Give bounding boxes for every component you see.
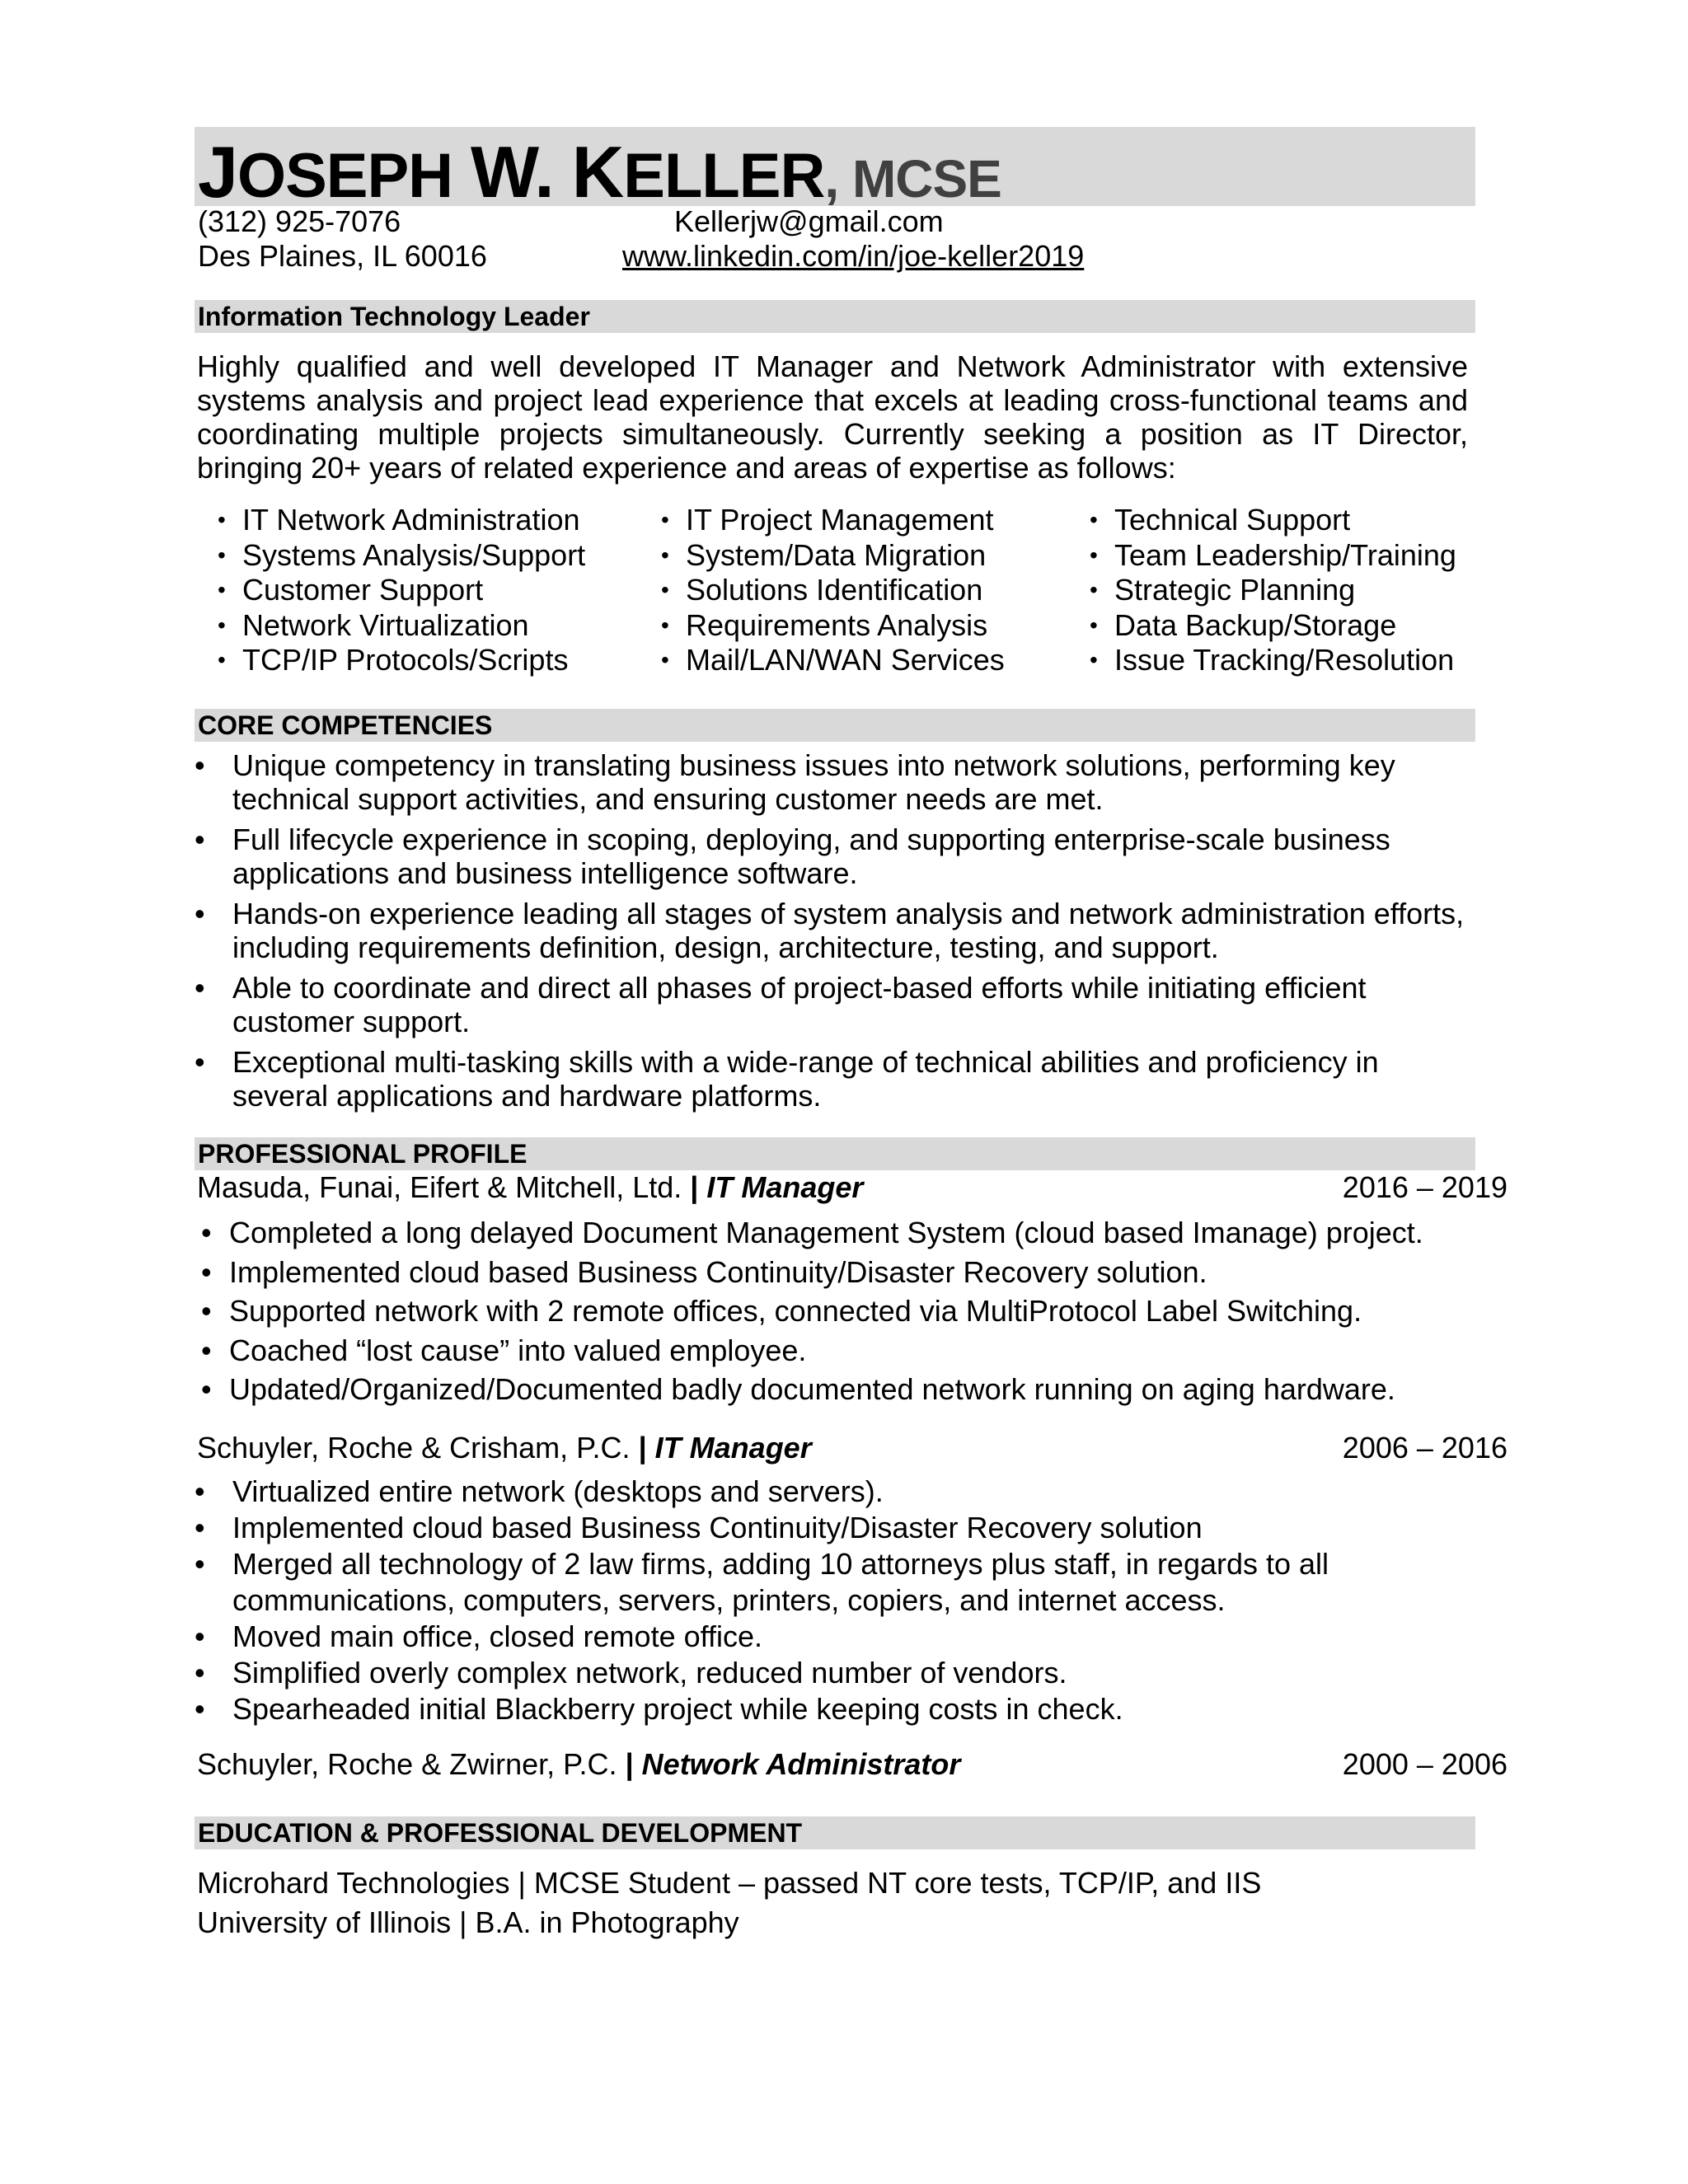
location: Des Plaines, IL 60016 bbox=[198, 239, 487, 273]
job-duties-list bbox=[195, 1474, 1373, 1727]
email-address[interactable]: Kellerjw@gmail.com bbox=[674, 204, 944, 238]
core-heading: CORE COMPETENCIES bbox=[198, 710, 493, 740]
bullet-icon: • bbox=[1090, 541, 1098, 568]
name-last-rest: ELLER bbox=[623, 141, 825, 211]
separator: | bbox=[625, 1747, 634, 1781]
list-item: • Full lifecycle experience in scoping, deploying, and supporting enterprise-scale business applications and business intelligence software. bbox=[195, 823, 1390, 890]
job-title-line bbox=[197, 1747, 960, 1782]
list-item: • Simplified overly complex network, reduced number of vendors. bbox=[195, 1656, 1067, 1690]
company-name: Schuyler, Roche & Zwirner, P.C. bbox=[197, 1747, 617, 1781]
list-item: • Moved main office, closed remote office. bbox=[195, 1619, 762, 1653]
skill-item: • Solutions Identification bbox=[661, 573, 983, 607]
bullet-icon: • bbox=[661, 577, 669, 602]
job-title-line bbox=[197, 1431, 812, 1465]
skills-column-2 bbox=[661, 503, 1005, 678]
skill-item: • Systems Analysis/Support bbox=[218, 537, 586, 572]
job-role: IT Manager bbox=[706, 1170, 864, 1204]
bullet-icon: • bbox=[201, 1254, 212, 1289]
bullet-icon: • bbox=[195, 1692, 205, 1726]
skill-item: • Technical Support bbox=[1090, 503, 1351, 537]
list-item: • Virtualized entire network (desktops and servers). bbox=[195, 1474, 884, 1508]
list-item: • Unique competency in translating business issues into network solutions, performing key technical support activities, and ensuring customer needs are met. bbox=[195, 748, 1395, 816]
bullet-icon: • bbox=[201, 1333, 212, 1367]
skill-item: • Team Leadership/Training bbox=[1090, 537, 1456, 572]
skill-item: • Issue Tracking/Resolution bbox=[1090, 643, 1455, 677]
list-item: • Spearheaded initial Blackberry project while keeping costs in check. bbox=[195, 1692, 1123, 1726]
bullet-icon: • bbox=[201, 1294, 212, 1328]
bullet-icon: • bbox=[195, 1619, 205, 1653]
list-item: • Able to coordinate and direct all phases of project-based efforts while initiating efficient customer support. bbox=[195, 971, 1367, 1038]
list-item: • Exceptional multi-tasking skills with a wide-range of technical abilities and proficiency in several applications and hardware platforms. bbox=[195, 1045, 1379, 1113]
bullet-icon: • bbox=[1090, 612, 1098, 638]
list-item: • Completed a long delayed Document Management System (cloud based Imanage) project. bbox=[201, 1213, 1487, 1253]
linkedin-link[interactable]: www.linkedin.com/in/joe-keller2019 bbox=[622, 239, 1085, 273]
skill-item: • Network Virtualization bbox=[218, 607, 529, 642]
name-last-initial: K bbox=[571, 131, 624, 213]
candidate-name bbox=[198, 130, 1001, 213]
summary-text: Highly qualified and well developed IT Manager and Network Administrator with extensive systems analysis and project lead experience that excels at leading cross-functional teams and coordinating multiple projects simultaneously. Currently seeking a position as IT Director, bringing 20+ years of related experience and areas of expertise as follows: bbox=[197, 349, 1468, 485]
bullet-icon: • bbox=[661, 507, 669, 532]
bullet-icon: • bbox=[195, 897, 205, 930]
bullet-icon: • bbox=[1090, 577, 1098, 602]
separator: | bbox=[690, 1170, 699, 1204]
bullet-icon: • bbox=[195, 1656, 205, 1690]
bullet-icon: • bbox=[218, 647, 226, 673]
education-line: University of Illinois | B.A. in Photography bbox=[197, 1905, 739, 1939]
skill-item: • System/Data Migration bbox=[661, 537, 987, 572]
bullet-icon: • bbox=[195, 748, 205, 782]
list-item: • Merged all technology of 2 law firms, adding 10 attorneys plus staff, in regards to all communications, computers, servers, printers, copiers, and internet access. bbox=[195, 1547, 1329, 1617]
summary-heading: Information Technology Leader bbox=[198, 302, 590, 331]
skills-column-1 bbox=[218, 503, 585, 678]
profile-heading: PROFESSIONAL PROFILE bbox=[198, 1139, 528, 1169]
skill-item: • Requirements Analysis bbox=[661, 607, 988, 642]
bullet-icon: • bbox=[218, 541, 226, 568]
job-dates: 2000 – 2006 bbox=[1342, 1747, 1507, 1781]
job-header bbox=[197, 1170, 1507, 1205]
skill-item: • IT Network Administration bbox=[218, 503, 580, 537]
job-dates: 2016 – 2019 bbox=[1342, 1170, 1507, 1204]
bullet-icon: • bbox=[218, 612, 226, 638]
bullet-icon: • bbox=[661, 612, 669, 638]
company-name: Schuyler, Roche & Crisham, P.C. bbox=[197, 1431, 631, 1465]
phone-number: (312) 925-7076 bbox=[198, 204, 401, 238]
job-title-line bbox=[197, 1170, 863, 1205]
bullet-icon: • bbox=[1090, 507, 1098, 532]
education-heading: EDUCATION & PROFESSIONAL DEVELOPMENT bbox=[198, 1818, 803, 1848]
name-credentials: , MCSE bbox=[824, 149, 1001, 209]
job-role: IT Manager bbox=[654, 1431, 812, 1465]
bullet-icon: • bbox=[201, 1216, 212, 1249]
skills-column-3 bbox=[1090, 503, 1456, 678]
name-first-initial: J bbox=[198, 131, 237, 213]
bullet-icon: • bbox=[195, 1511, 205, 1544]
job-duties-list bbox=[201, 1213, 1487, 1409]
name-middle: W. bbox=[471, 131, 554, 213]
bullet-icon: • bbox=[195, 1474, 205, 1508]
bullet-icon: • bbox=[1090, 647, 1098, 673]
bullet-icon: • bbox=[201, 1372, 212, 1406]
bullet-icon: • bbox=[195, 1547, 205, 1581]
bullet-icon: • bbox=[218, 577, 226, 602]
bullet-icon: • bbox=[195, 1045, 205, 1079]
list-item: • Implemented cloud based Business Continuity/Disaster Recovery solution bbox=[195, 1511, 1203, 1544]
list-item: • Supported network with 2 remote offices, connected via MultiProtocol Label Switching. bbox=[201, 1291, 1487, 1331]
bullet-icon: • bbox=[661, 541, 669, 568]
company-name: Masuda, Funai, Eifert & Mitchell, Ltd. bbox=[197, 1170, 682, 1204]
skill-item: • Mail/LAN/WAN Services bbox=[661, 643, 1005, 677]
job-dates: 2006 – 2016 bbox=[1342, 1431, 1507, 1465]
job-header bbox=[197, 1431, 1507, 1465]
separator: | bbox=[638, 1431, 647, 1465]
list-item: • Coached “lost cause” into valued employee. bbox=[201, 1331, 1487, 1371]
core-competency-list bbox=[195, 748, 1480, 1113]
bullet-icon: • bbox=[195, 823, 205, 856]
skill-item: • Data Backup/Storage bbox=[1090, 607, 1397, 642]
skill-item: • IT Project Management bbox=[661, 503, 994, 537]
list-item: • Hands-on experience leading all stages of system analysis and network administration efforts, including requirements definition, design, architecture, testing, and support. bbox=[195, 897, 1465, 964]
list-item: • Implemented cloud based Business Continuity/Disaster Recovery solution. bbox=[201, 1253, 1487, 1292]
job-header bbox=[197, 1747, 1507, 1782]
list-item: • Updated/Organized/Documented badly documented network running on aging hardware. bbox=[201, 1370, 1487, 1409]
bullet-icon: • bbox=[661, 647, 669, 673]
bullet-icon: • bbox=[218, 507, 226, 532]
name-first-rest: OSEPH bbox=[237, 141, 453, 211]
bullet-icon: • bbox=[195, 971, 205, 1005]
skill-item: • Customer Support bbox=[218, 573, 484, 607]
skill-item: • TCP/IP Protocols/Scripts bbox=[218, 643, 569, 677]
job-role: Network Administrator bbox=[641, 1747, 961, 1781]
skill-item: • Strategic Planning bbox=[1090, 573, 1356, 607]
education-line: Microhard Technologies | MCSE Student – passed NT core tests, TCP/IP, and IIS bbox=[197, 1866, 1262, 1900]
